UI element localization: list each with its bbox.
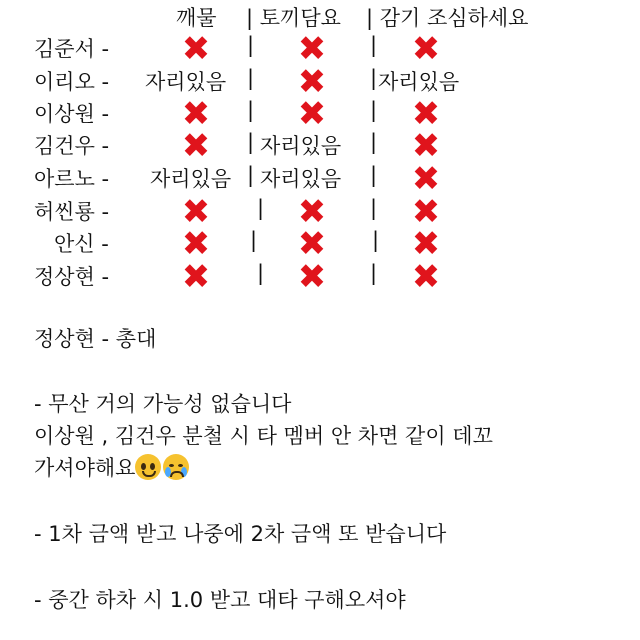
column-divider: | bbox=[370, 196, 378, 220]
column-divider: | bbox=[247, 98, 255, 122]
row-name: 안신 - bbox=[54, 232, 109, 256]
note-split: 이상원 , 김건우 분철 시 타 멤버 안 차면 같이 데꼬 bbox=[34, 424, 493, 448]
cross-mark-icon: ✖ bbox=[411, 192, 441, 232]
column-divider: | bbox=[370, 261, 378, 285]
cross-mark-icon: ✖ bbox=[181, 126, 211, 166]
column-divider: | bbox=[370, 163, 378, 187]
seat-taken-label: 자리있음 bbox=[150, 167, 232, 191]
cross-mark-icon: ✖ bbox=[297, 224, 327, 264]
column-divider: | bbox=[247, 130, 255, 154]
header-col3: | 감기 조심하세요 bbox=[366, 6, 529, 30]
cross-mark-icon: ✖ bbox=[411, 159, 441, 199]
pleading-face-icon bbox=[135, 454, 161, 480]
cross-mark-icon: ✖ bbox=[181, 94, 211, 134]
note-split-cont-text: 가셔야해요 bbox=[34, 456, 136, 480]
cross-mark-icon: ✖ bbox=[297, 94, 327, 134]
cross-mark-icon: ✖ bbox=[411, 29, 441, 69]
header-col1: 깨물 bbox=[176, 6, 217, 30]
row-name: 김준서 - bbox=[34, 37, 110, 61]
row-name: 아르노 - bbox=[34, 167, 110, 191]
cross-mark-icon: ✖ bbox=[411, 224, 441, 264]
note-payment: - 1차 금액 받고 나중에 2차 금액 또 받습니다 bbox=[34, 522, 447, 546]
column-divider: | bbox=[370, 33, 378, 57]
column-divider: | bbox=[250, 228, 258, 252]
cross-mark-icon: ✖ bbox=[181, 192, 211, 232]
row-name: 허씬룡 - bbox=[34, 200, 110, 224]
column-divider: | bbox=[372, 228, 380, 252]
column-divider: | bbox=[257, 261, 265, 285]
row-name: 김건우 - bbox=[34, 134, 110, 158]
column-divider: | bbox=[247, 33, 255, 57]
cross-mark-icon: ✖ bbox=[181, 224, 211, 264]
column-divider: | bbox=[370, 130, 378, 154]
column-divider: | bbox=[370, 98, 378, 122]
note-leader: 정상현 - 총대 bbox=[34, 327, 157, 351]
seat-taken-label: 자리있음 bbox=[260, 134, 342, 158]
row-name: 이리오 - bbox=[34, 70, 110, 94]
note-cancel: - 무산 거의 가능성 없습니다 bbox=[34, 392, 292, 416]
seat-taken-label: 자리있음 bbox=[145, 70, 227, 94]
cross-mark-icon: ✖ bbox=[297, 29, 327, 69]
row-name: 정상현 - bbox=[34, 265, 110, 289]
crying-face-icon bbox=[163, 454, 189, 480]
row-name: 이상원 - bbox=[34, 102, 110, 126]
cross-mark-icon: ✖ bbox=[297, 257, 327, 297]
seat-taken-label: 자리있음 bbox=[378, 70, 460, 94]
column-divider: | bbox=[247, 163, 255, 187]
note-dropout: - 중간 하차 시 1.0 받고 대타 구해오셔야 bbox=[34, 588, 406, 612]
seat-taken-label: 자리있음 bbox=[260, 167, 342, 191]
column-divider: | bbox=[257, 196, 265, 220]
cross-mark-icon: ✖ bbox=[297, 62, 327, 102]
cross-mark-icon: ✖ bbox=[181, 29, 211, 69]
column-divider: | bbox=[370, 66, 378, 90]
cross-mark-icon: ✖ bbox=[411, 94, 441, 134]
cross-mark-icon: ✖ bbox=[411, 257, 441, 297]
cross-mark-icon: ✖ bbox=[411, 126, 441, 166]
note-split-cont bbox=[34, 452, 191, 484]
column-divider: | bbox=[247, 66, 255, 90]
cross-mark-icon: ✖ bbox=[181, 257, 211, 297]
cross-mark-icon: ✖ bbox=[297, 192, 327, 232]
header-col2: | 토끼담요 bbox=[246, 6, 341, 30]
